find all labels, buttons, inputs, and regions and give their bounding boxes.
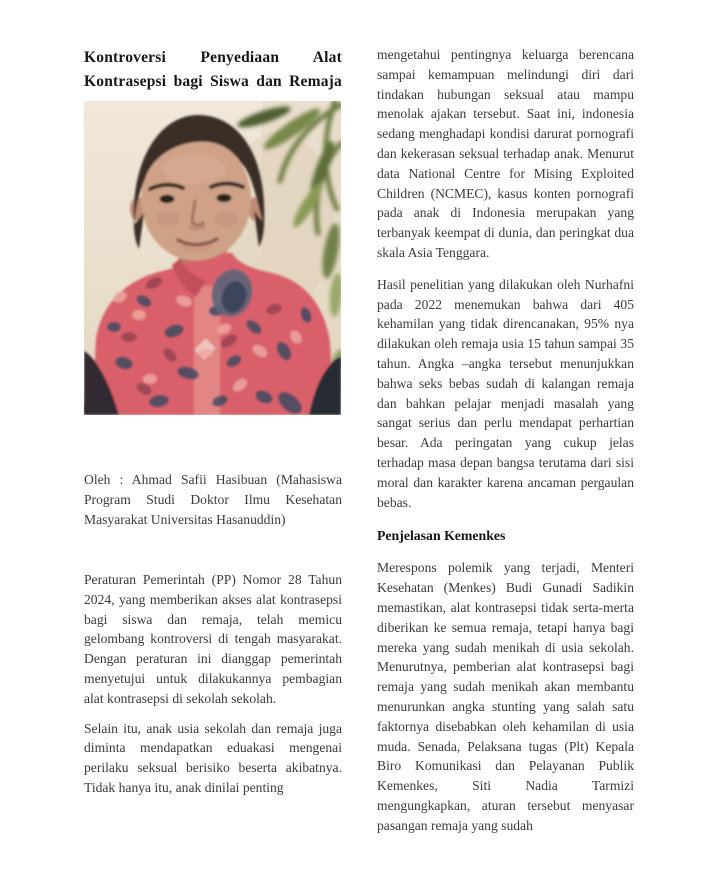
author-line: Oleh : Ahmad Safii Hasibuan (Mahasiswa Program Studi Doktor Ilmu Kesehatan Masyarakat Universitas Hasanuddin) — [84, 472, 342, 527]
article-title: Kontroversi Penyediaan Alat Kontrasepsi bagi Siswa dan Remaja — [84, 49, 342, 90]
paragraph-right-1: mengetahui pentingnya keluarga berencana sampai kemampuan melindungi diri dari tindakan hubungan seksual atau mampu menolak ajakan tersebut. Saat ini, indonesia sedang menghadapi kondisi darurat pornografi dan kekerasan seksual terhadap anak. Menurut data National Centre for Mising Exploited Children (NCMEC), kasus konten pornografi pada anak di Indonesia merupakan yang terbanyak keempat di dunia, dan peringkat dua skala Asia Tenggara. — [377, 47, 634, 260]
author-photo — [84, 101, 341, 415]
author-photo-illustration — [84, 101, 341, 415]
left-column — [84, 0, 342, 810]
paragraph-right-3: Merespons polemik yang terjadi, Menteri Kesehatan (Menkes) Budi Gunadi Sadikin memastikan, alat kontrasepsi tidak serta-merta diberikan ke semua remaja, tetapi hanya bagi mereka yang sudah menikah di usia sekolah. Menurutnya, pemberian alat kontrasepsi bagi remaja yang sudah menikah akan membantu menurunkan angka stunting yang salah satu faktornya disebabkan oleh kehamilan di usia muda. Senada, Pelaksana tugas (Plt) Kepala Biro Komunikasi dan Pelayanan Publik Kemenkes, Siti Nadia Tarmizi mengungkapkan, aturan tersebut menyasar pasangan remaja yang sudah — [377, 560, 634, 833]
section-heading-penjelasan-kemenkes: Penjelasan Kemenkes — [377, 528, 506, 544]
paragraph-left-2: Selain itu, anak usia sekolah dan remaja juga diminta mendapatkan eduakasi mengenai perilaku seksual berisiko beserta akibatnya. Tidak hanya itu, anak dinilai penting — [84, 720, 342, 795]
right-column — [377, 0, 634, 847]
paragraph-left-1: Peraturan Pemerintah (PP) Nomor 28 Tahun 2024, yang memberikan akses alat kontrasepsi bagi siswa dan remaja, telah memicu gelombang kontroversi di tengah masyarakat. Dengan peraturan ini dianggap pemerintah menyetujui untuk dilakukannya pembagian alat kontrasepsi di sekolah sekolah. — [84, 572, 342, 706]
paragraph-right-2: Hasil penelitian yang dilakukan oleh Nurhafni pada 2022 menemukan bahwa dari 405 kehamilan yang tidak direncanakan, 95% nya dilakukan oleh remaja usia 15 tahun sampai 35 tahun. Angka –angka tersebut menunjukkan bahwa seks bebas sudah di kalangan remaja dan bahkan pelajar menjadi masalah yang sangat serius dan perlu mendapat perhartian besar. Ada peringatan yang cukup jelas terhadap masa depan bangsa terutama dari sisi moral dan karakter karena ancaman pergaulan bebas. — [377, 276, 634, 510]
